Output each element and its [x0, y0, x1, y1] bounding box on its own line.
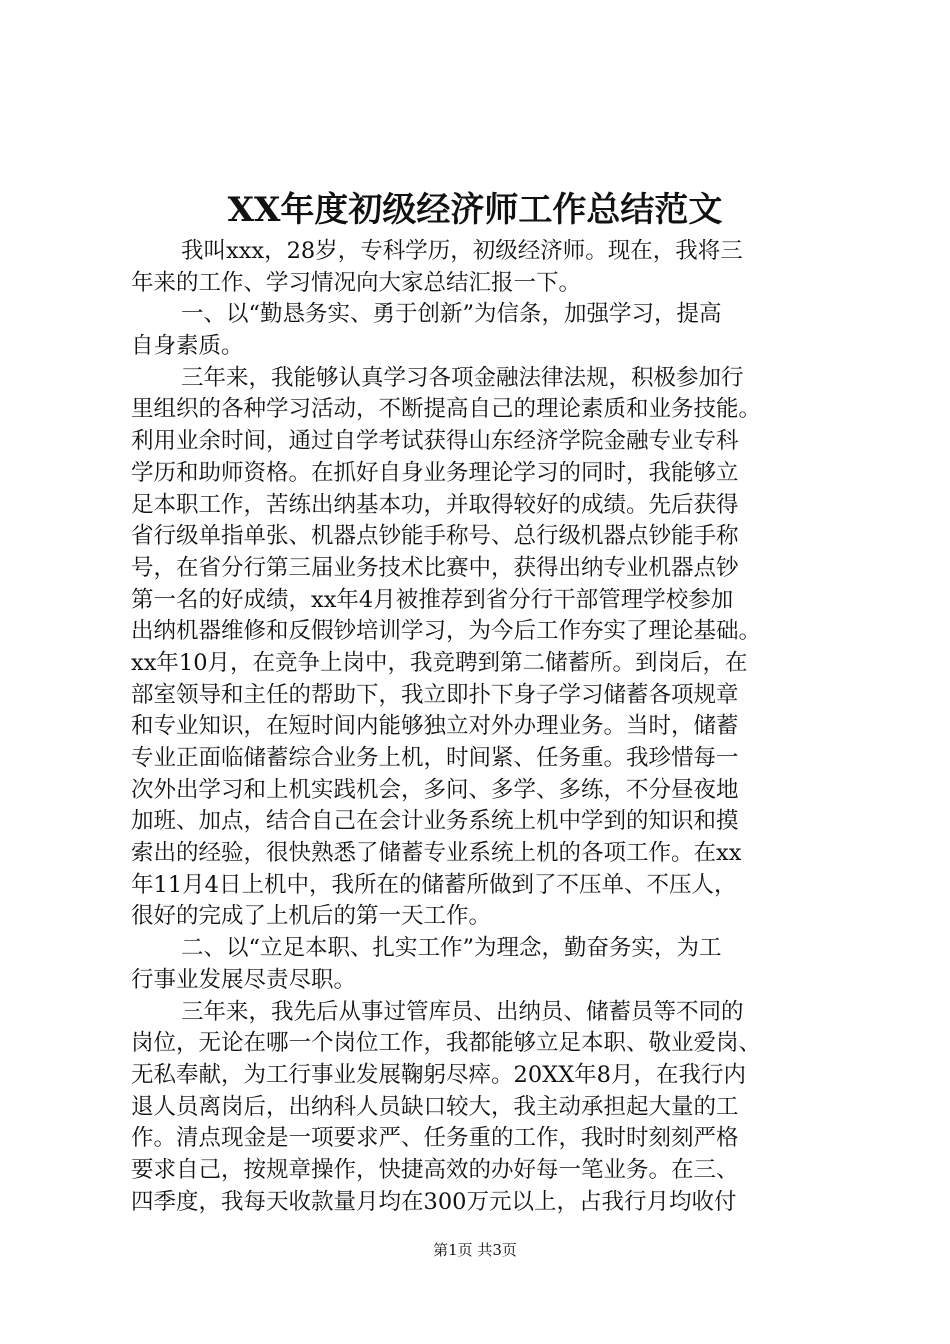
- text-line: 省行级单指单张、机器点钞能手称号、总行级机器点钞能手称: [131, 523, 739, 550]
- text-line: 部室领导和主任的帮助下，我立即扑下身子学习储蓄各项规章: [131, 681, 739, 708]
- text-line: 二、以“立足本职、扎实工作”为理念，勤奋务实，为工: [181, 935, 722, 962]
- text-line: 学历和助师资格。在抓好自身业务理论学习的同时，我能够立: [131, 459, 739, 486]
- text-line: 号，在省分行第三届业务技术比赛中，获得出纳专业机器点钞: [131, 554, 739, 581]
- text-line: 里组织的各种学习活动，不断提高自己的理论素质和业务技能。: [131, 396, 762, 423]
- text-line: 作。清点现金是一项要求严、任务重的工作，我时时刻刻严格: [131, 1125, 739, 1152]
- text-line: 专业正面临储蓄综合业务上机，时间紧、任务重。我珍惜每一: [131, 745, 739, 771]
- text-line: 我叫xxx，28岁，专科学历，初级经济师。现在，我将三: [181, 238, 743, 264]
- text-line: 自身素质。: [131, 333, 244, 360]
- text-line: 要求自己，按规章操作，快捷高效的办好每一笔业务。在三、: [131, 1156, 739, 1183]
- text-line: 加班、加点，结合自己在会计业务系统上机中学到的知识和摸: [131, 808, 739, 835]
- text-line: 次外出学习和上机实践机会，多问、多学、多练，不分昼夜地: [131, 776, 739, 803]
- text-line: 年11月4日上机中，我所在的储蓄所做到了不压单、不压人，: [131, 871, 737, 898]
- text-line: 四季度，我每天收款量月均在300万元以上，占我行月均收付: [131, 1188, 737, 1215]
- text-line: 三年来，我能够认真学习各项金融法律法规，积极参加行: [181, 364, 744, 391]
- text-line: 很好的完成了上机后的第一天工作。: [131, 903, 492, 930]
- document-title: XX年度初级经济师工作总结范文: [227, 190, 723, 230]
- text-line: 一、以“勤恳务实、勇于创新”为信条，加强学习，提高: [181, 301, 722, 328]
- text-line: 足本职工作，苦练出纳基本功，并取得较好的成绩。先后获得: [131, 491, 739, 518]
- text-line: 索出的经验，很快熟悉了储蓄专业系统上机的各项工作。在xx: [131, 840, 742, 867]
- text-line: xx年10月，在竞争上岗中，我竞聘到第二储蓄所。到岗后，在: [131, 649, 748, 676]
- text-line: 三年来，我先后从事过管库员、出纳员、储蓄员等不同的: [181, 998, 744, 1025]
- text-line: 和专业知识，在短时间内能够独立对外办理业务。当时，储蓄: [131, 713, 739, 740]
- text-line: 行事业发展尽责尽职。: [131, 966, 357, 993]
- text-line: 岗位，无论在哪一个岗位工作，我都能够立足本职、敬业爱岗、: [131, 1030, 762, 1057]
- page-footer: 第1页 共3页: [433, 1241, 517, 1259]
- text-line: 出纳机器维修和反假钞培训学习，为今后工作夯实了理论基础。: [131, 618, 762, 645]
- text-line: 年来的工作、学习情况向大家总结汇报一下。: [131, 269, 582, 296]
- text-line: 退人员离岗后，出纳科人员缺口较大，我主动承担起大量的工: [131, 1093, 739, 1120]
- text-line: 无私奉献，为工行事业发展鞠躬尽瘁。20XX年8月，在我行内: [131, 1061, 746, 1088]
- text-line: 第一名的好成绩，xx年4月被推荐到省分行干部管理学校参加: [131, 586, 734, 613]
- text-line: 利用业余时间，通过自学考试获得山东经济学院金融专业专科: [131, 428, 739, 455]
- document-body: [131, 236, 831, 1218]
